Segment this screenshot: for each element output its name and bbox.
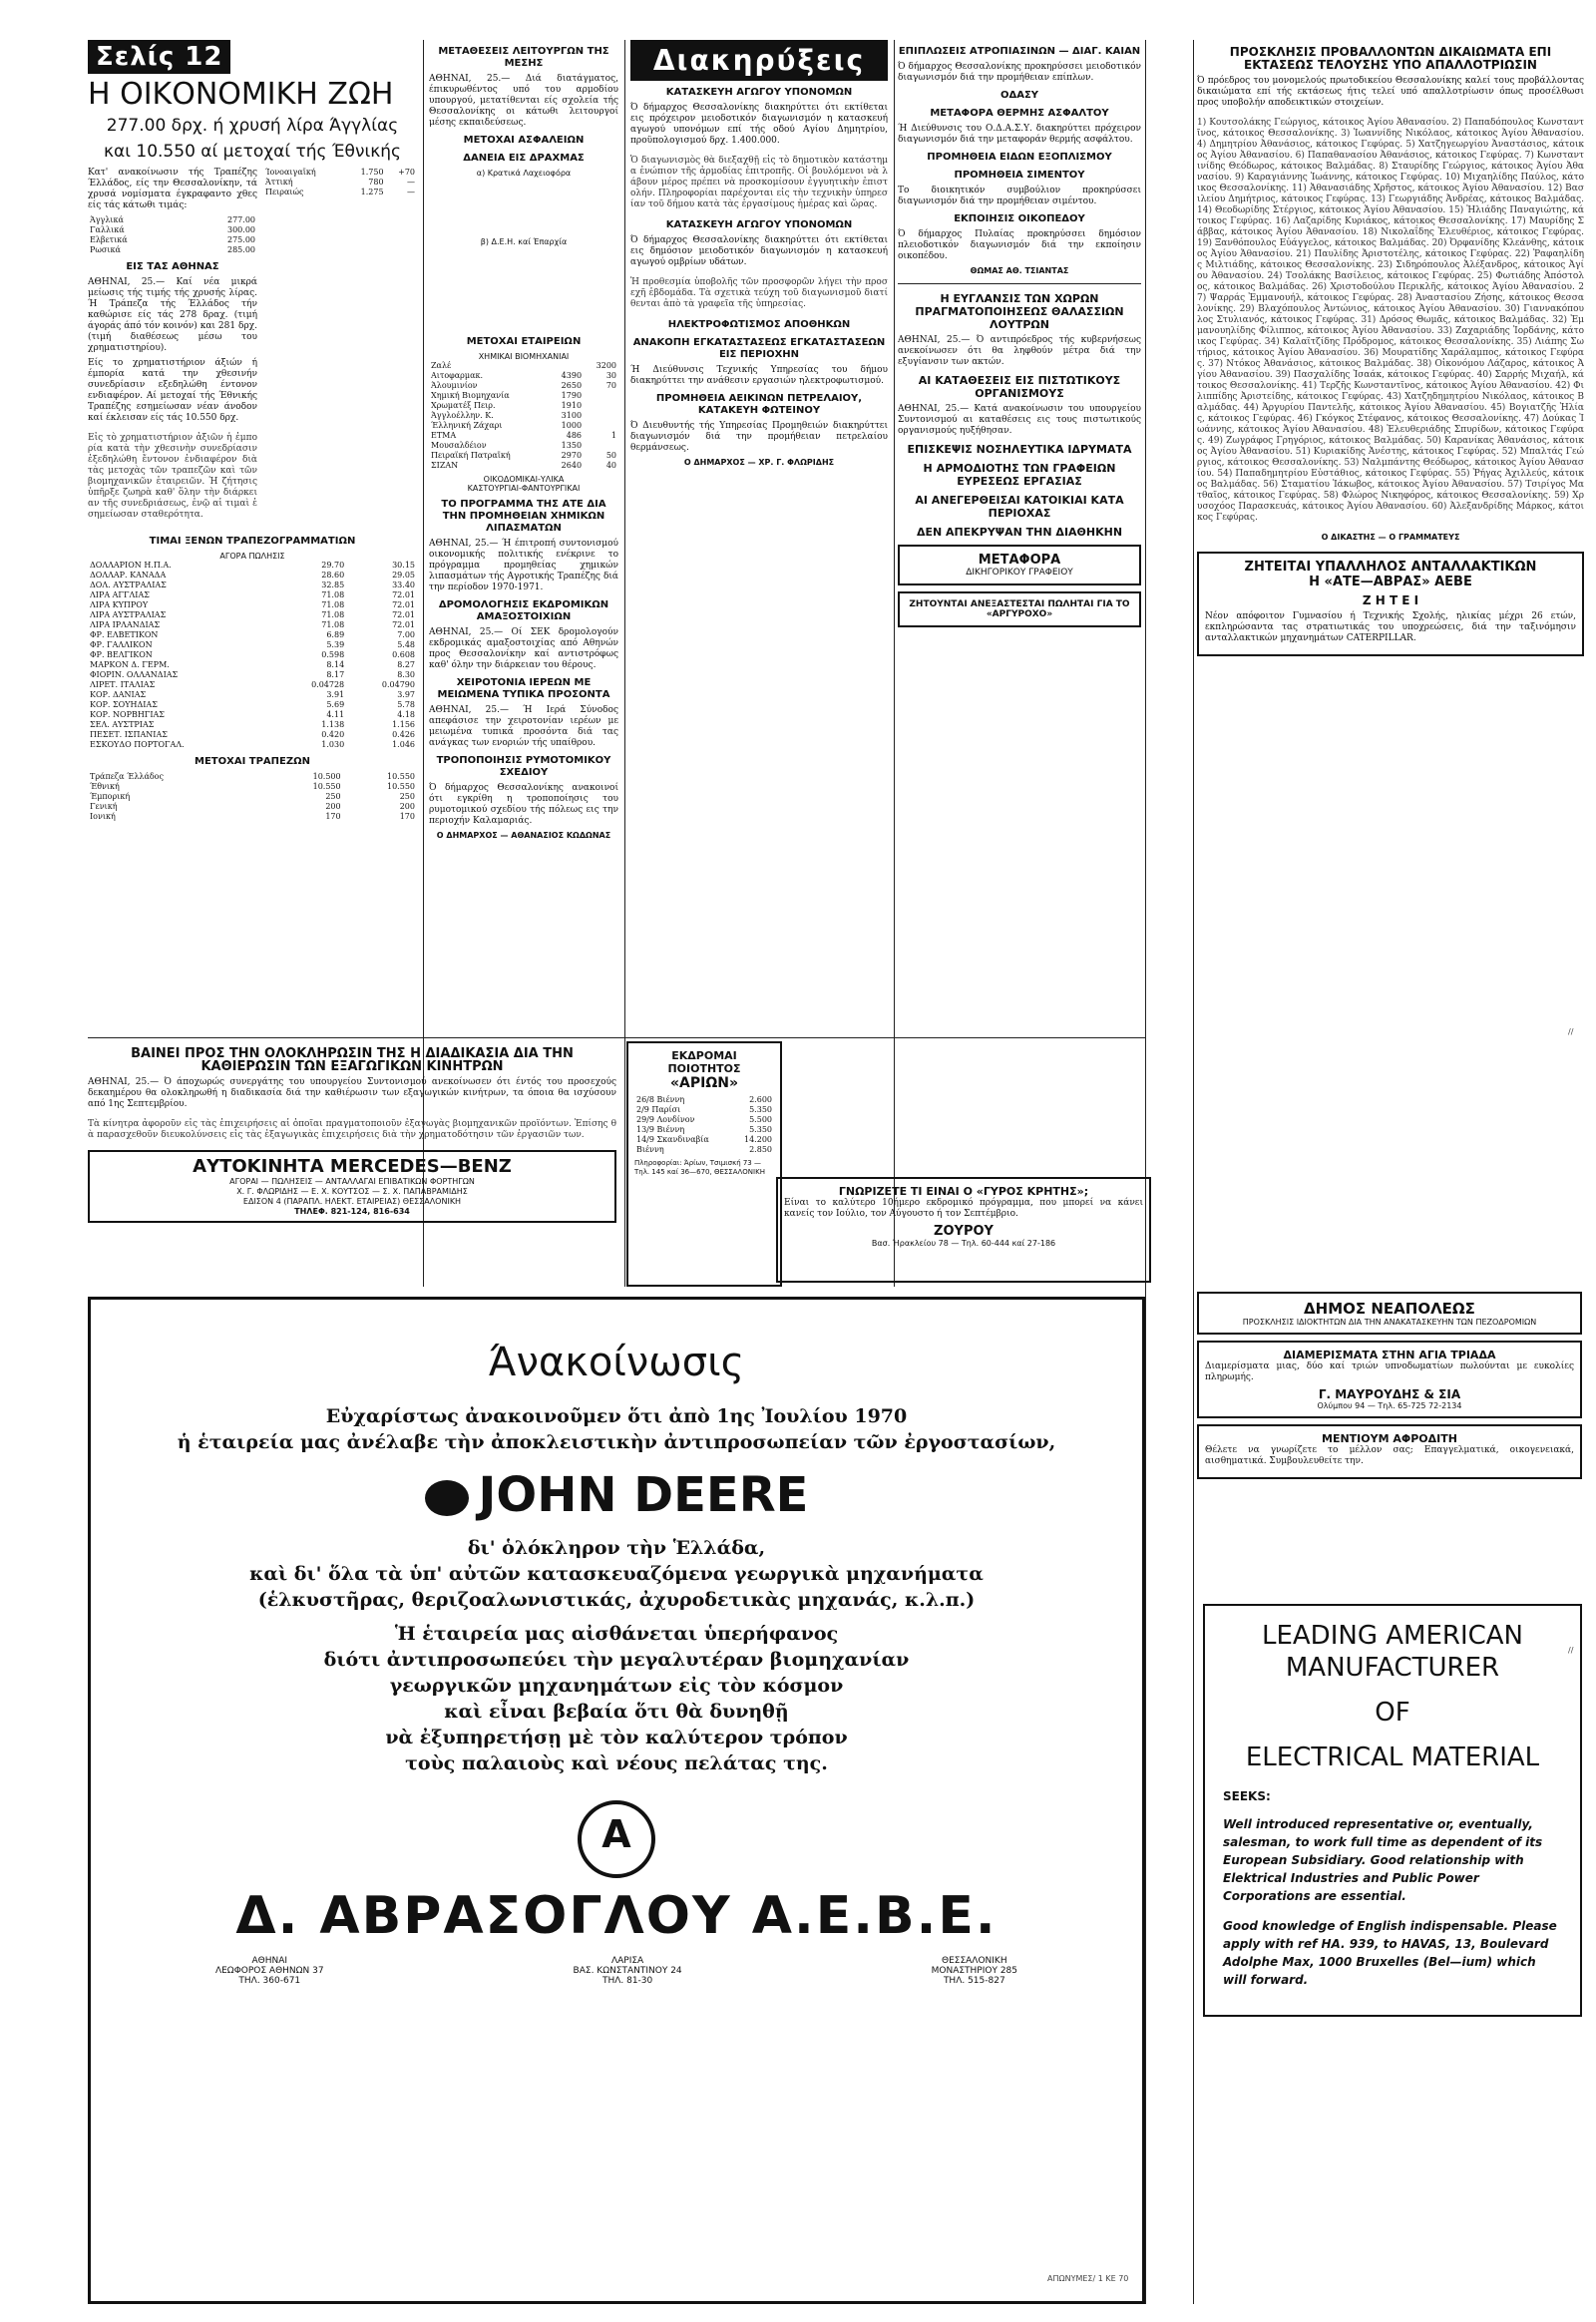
bank-row-cell: 10.500 <box>312 772 341 781</box>
currency-row-cell: 5.69 <box>326 700 345 709</box>
article-heading: Η ΕΥΓΛΑΝΣΙΣ ΤΩΝ ΧΩΡΩΝ ΠΡΑΓΜΑΤΟΠΟΙΗΣΕΩΣ ΘΑΛΑΣΣΙΩΝ ΛΟΥΤΡΩΝ <box>915 292 1124 331</box>
currency-row-cell: 8.17 <box>326 670 345 679</box>
currency-row <box>88 610 417 620</box>
bank-row <box>88 772 417 782</box>
notice-heading: ΠΡΟΣΚΛΗΣΙΣ ΠΡΟΒΑΛΛΟΝΤΩΝ ΔΙΚΑΙΩΜΑΤΑ ΕΠΙ ΕΚΤΑΣΕΩΣ ΤΕΛΟΥΣΗΣ ΥΠΟ ΑΠΑΛΛΟΤΡΙΩΣΙΝ <box>1229 45 1552 72</box>
tour-row-cell: 2/9 Παρίσι <box>636 1105 681 1114</box>
stock-row-cell <box>584 401 618 411</box>
stock-row-cell: 1910 <box>561 401 583 410</box>
bank-row-cell: 250 <box>399 792 415 801</box>
article-heading: ΚΑΤΑΣΚΕΥΗ ΑΓΩΓΟΥ ΥΠΟΝΟΜΩΝ <box>665 87 853 98</box>
article-heading: ΒΑΙΝΕΙ ΠΡΟΣ ΤΗΝ ΟΛΟΚΛΗΡΩΣΙΝ ΤΗΣ Η ΔΙΑΔΙΚΑΣΙΑ ΔΙΑ ΤΗΝ ΚΑΘΙΕΡΩΣΙΝ ΤΩΝ ΕΞΑΓΩΓΙΚΩΝ ΚΙΝΗΤΡΩΝ <box>131 1046 574 1074</box>
edge-mark: // <box>1568 1646 1574 1655</box>
currency-row <box>88 720 417 730</box>
currency-row-cell: 5.39 <box>326 640 345 649</box>
column-divider <box>624 40 625 1287</box>
currency-row-cell: ΛΙΡΑ ΙΡΛΑΝΔΙΑΣ <box>90 620 161 629</box>
currency-row-cell: ΔΟΛΛΑΡ. ΚΑΝΑΔΑ <box>90 571 167 580</box>
tour-row <box>634 1115 774 1125</box>
stock-row <box>429 431 618 441</box>
tour-row <box>634 1125 774 1135</box>
column-court-notice <box>1197 40 1584 1287</box>
misc-stock-table: Ίονοαιγαϊκή 1.750 +70 Άττική 780 — Πειραιώς 1.275 — <box>265 168 415 196</box>
bank-row-cell: 10.550 <box>312 782 341 791</box>
stock-row-cell: 70 <box>605 381 616 390</box>
article-heading: ΕΚΠΟΙΗΣΙΣ ΟΙΚΟΠΕΔΟΥ <box>954 213 1085 224</box>
article-heading: ΕΠΙΣΚΕΨΙΣ ΝΟΣΗΛΕΥΤΙΚΑ ΙΔΡΥΜΑΤΑ <box>907 443 1132 456</box>
deer-icon <box>425 1480 469 1516</box>
stock-row-cell: 3200 <box>596 361 616 370</box>
stock-row-cell <box>584 411 618 421</box>
currency-row <box>88 710 417 720</box>
article-heading: ΑΙ ΚΑΤΑΘΕΣΕΙΣ ΕΙΣ ΠΙΣΤΩΤΙΚΟΥΣ ΟΡΓΑΝΙΣΜΟΥΣ <box>918 374 1121 400</box>
market-text: Είς το χρηματιστήριον άξιών ή έμπορία κατά την χθεσινήν συνεδρίασιν εξεδηλώθη έντονον ενδιαφέρον. Αί μετοχαί τής Έθνικής Τραπέζης εσημείωσαν νέαν άνοδον καί έκλεισαν είς τάς 10.550 δρχ. <box>88 358 257 423</box>
currency-row-cell: 30.15 <box>392 561 415 570</box>
currency-row <box>88 700 417 710</box>
currency-row <box>88 660 417 670</box>
currency-row-cell: 1.138 <box>321 720 345 729</box>
loans-sub: α) Κρατικά Λαχειοφόρα <box>476 169 572 178</box>
building-heading: ΟΙΚΟΔΟΜΙΚΑΙ-ΥΛΙΚΑ <box>483 475 565 484</box>
tour-row <box>634 1105 774 1115</box>
currency-row-cell: ΦΡ. ΓΑΛΛΙΚΟΝ <box>90 640 153 649</box>
currency-row-cell: 8.30 <box>397 670 415 679</box>
loans-heading: ΔΑΝΕΙΑ ΕΙΣ ΔΡΑΧΜΑΣ <box>463 153 585 164</box>
body-text: Εἰς τὸ χρηματιστήριον ἀξιῶν ἡ ἐμπορία κατὰ τὴν χθεσινὴν συνεδρίασιν ἐξεδηλώθη ἔντονον ἐνδιαφέρον διὰ τὰς μετοχὰς τῶν τραπεζῶν καὶ τῶν βιομηχανικῶν ἑταιρειῶν. Ἡ ζήτησις ὑπῆρξε ζωηρὰ καθ' ὅλην τὴν διάρκειαν τῆς συνεδριάσεως, ἐνῷ αἱ τιμαὶ ἐσημείωσαν σταθερότητα. <box>88 433 257 520</box>
currency-row-cell: 1.156 <box>392 720 415 729</box>
body-text: Ἡ προθεσμία ὑποβολῆς τῶν προσφορῶν λήγει τὴν προσεχῆ ἑβδομάδα. Τὰ σχετικὰ τεύχη τοῦ διαγωνισμοῦ διατίθενται ἀπὸ τὰ γραφεῖα τῆς ὑπηρεσίας. <box>630 277 888 309</box>
currency-row <box>88 620 417 630</box>
stock-row-cell: 1 <box>610 431 616 440</box>
currency-row-cell: 8.27 <box>397 660 415 669</box>
chemical-heading: ΧΗΜΙΚΑΙ ΒΙΟΜΗΧΑΝΙΑΙ <box>478 352 570 361</box>
leading-manufacturer-ad: LEADING AMERICAN MANUFACTURER OF ELECTRICAL MATERIAL SEEKS: Well introduced representative or, eventually, salesman, to work full time as dependent of its European Subsidiary. Good relationship with Elektrical Industries and Public Power Corporations are essential. Good knowledge of English indispensable. Please apply with ref HA. 939, to HAVAS, 13, Boulevard Adolphe Max, 1000 Bruxelles (Bel—ium) which will forward. <box>1203 1604 1582 2017</box>
table-row: Ελβετικά 275.00 <box>90 235 255 244</box>
bank-row-cell: 200 <box>325 802 341 811</box>
bank-heading: ΜΕΤΟΧΑΙ ΤΡΑΠΕΖΩΝ <box>195 756 310 767</box>
subheadline-shares: και 10.550 αί μετοχαί τής Έθνικής <box>104 142 401 162</box>
tour-table <box>634 1095 774 1155</box>
currency-row <box>88 740 417 750</box>
currency-row-cell: ΛΙΡΑ ΚΥΠΡΟΥ <box>90 600 149 609</box>
article-text: ΑΘΗΝΑΙ, 25.— Ό αντιπρόεδρος τής κυβερνήσεως ανεκοίνωσεν ότι θα ληφθούν μέτρα διά την εξυγίανσιν των ακτών. <box>898 335 1141 367</box>
address-larisa: ΛΑΡΙΣΑ ΒΑΣ. ΚΩΝΣΤΑΝΤΙΝΟΥ 24 ΤΗΛ. 81-30 <box>573 1956 682 1986</box>
currency-row-cell: ΕΣΚΟΥΔΟ ΠΟΡΤΟΓΑΛ. <box>90 740 185 749</box>
currency-row <box>88 571 417 580</box>
tour-row-cell: 5.350 <box>749 1125 772 1134</box>
body-text: Ὁ διαγωνισμὸς θὰ διεξαχθῇ εἰς τὸ δημοτικὸν κατάστημα ἐνώπιον τῆς ἁρμοδίας ἐπιτροπῆς. Οἱ βουλόμενοι νὰ λάβουν μέρος πρέπει νὰ προσκομίσουν ἐγγυητικὴν ἐπιστολήν. Πληροφορίαι παρέχονται εἰς τὴν τεχνικὴν ὑπηρεσίαν τοῦ δήμου κατὰ τὰς ἐργασίμους ἡμέρας καὶ ὥρας. <box>630 156 888 209</box>
stock-row-cell: 1000 <box>561 421 583 430</box>
table-row: Άγγλικά 277.00 <box>90 215 255 224</box>
currency-row-cell: 32.85 <box>321 580 345 589</box>
tour-row-cell: 26/8 Βιέννη <box>636 1095 685 1104</box>
bank-row-cell: Έμπορική <box>90 792 131 801</box>
stock-row-cell: 50 <box>605 451 616 460</box>
foreign-heading: ΤΙΜΑΙ ΞΕΝΩΝ ΤΡΑΠΕΖΟΓΡΑΜΜΑΤΙΩΝ <box>149 536 356 547</box>
bank-row <box>88 782 417 792</box>
article-text: Ό δήμαρχος Θεσσαλονίκης προκηρύσσει μειοδοτικόν διαγωνισμόν διά την προμήθειαν επίπλων. <box>898 62 1141 83</box>
currency-row-cell: ΜΑΡΚΟΝ Δ. ΓΕΡΜ. <box>90 660 170 669</box>
athens-heading: ΕΙΣ ΤΑΣ ΑΘΗΝΑΣ <box>126 261 219 272</box>
stock-row-cell: 3100 <box>561 411 583 420</box>
job-ad-ate: ΖΗΤΕΙΤΑΙ ΥΠΑΛΛΗΛΟΣ ΑΝΤΑΛΛΑΚΤΙΚΩΝ Η «ΑΤΕ—ΑΒΡΑΣ» ΑΕΒΕ Ζ Η Τ Ε Ι Νέον απόφοιτον Γυμνασίου ή Τεχνικής Σχολής, ηλικίας μέχρι 26 ετών, εκπληρώσαντα τας στρατιωτικάς του υποχρεώσεις, διά την ταξινόμησιν ανταλλακτικών μηχανημάτων CATERPILLAR. <box>1197 552 1584 656</box>
body-text: Τὰ κίνητρα ἀφοροῦν εἰς τὰς ἐπιχειρήσεις αἱ ὁποῖαι πραγματοποιοῦν ἐξαγωγὰς βιομηχανικῶν προϊόντων. Ἐπίσης θὰ παρασχεθοῦν διευκολύνσεις εἰς τὰς ἐξαγωγικὰς ἐπιχειρήσεις διὰ τὴν χρηματοδότησιν τῶν ἐργασιῶν των. <box>88 1119 616 1140</box>
article-heading: ΟΔΑΣΥ <box>999 90 1039 101</box>
currency-row <box>88 670 417 680</box>
stock-row-cell: 30 <box>605 371 616 380</box>
currency-row <box>88 680 417 690</box>
bank-row-cell: 170 <box>325 812 341 821</box>
article-heading: ΚΑΤΑΣΚΕΥΗ ΑΓΩΓΟΥ ΥΠΟΝΟΜΩΝ <box>665 219 853 230</box>
stock-row-cell: 2970 <box>561 451 583 460</box>
companies-heading: ΜΕΤΟΧΑΙ ΕΤΑΙΡΕΙΩΝ <box>466 336 582 347</box>
company-addresses <box>91 1956 1142 1986</box>
stock-row-cell: 40 <box>605 461 616 470</box>
currency-row-cell: 71.08 <box>321 590 345 599</box>
currency-row <box>88 590 417 600</box>
column-divider <box>1193 40 1194 2304</box>
avrasoglou-logo-icon <box>578 1800 655 1878</box>
article-text: ΑΘΗΝΑΙ, 25.— Ό άποχωρώς συνεργάτης του υπουργείου Συντονισμού ανεκοίνωσεν ότι έντός του προσεχούς δεκαημέρου θα ολοκληρωθή η διαδικασία διά την καθιέρωσιν των εξαγωγικών κινήτρων, τα όποια θα ισχύσουν από 1ης Σεπτεμβρίου. <box>88 1077 616 1109</box>
tour-row <box>634 1095 774 1105</box>
article-text: ΑΘΗΝΑΙ, 25.— Κατά ανακοίνωσιν του υπουργείου Συντονισμού αι καταθέσεις εις τους πιστωτικούς οργανισμούς ηυξήθησαν. <box>898 404 1141 436</box>
stock-row-cell: 486 <box>566 431 583 440</box>
currency-row-cell: 4.11 <box>326 710 345 719</box>
medium-ad: ΜΕΝΤΙΟΥΜ ΑΦΡΟΔΙΤΗ Θέλετε να γνωρίζετε το μέλλον σας; Επαγγελματικά, οικογενειακά, αισθηματικά. Συμβουλευθείτε την. <box>1197 1424 1582 1479</box>
signoff: Ο ΔΗΜΑΡΧΟΣ — ΧΡ. Γ. ΦΛΩΡΙΔΗΣ <box>683 458 835 467</box>
article-heading: ΔΕΝ ΑΠΕΚΡΥΨΑΝ ΤΗΝ ΔΙΑΘΗΚΗΝ <box>916 526 1123 539</box>
page-headline: Η ΟΙΚΟΝΟΜΙΚΗ ΖΩΗ <box>88 77 394 112</box>
currency-row-cell: 29.05 <box>392 571 415 580</box>
column-divider <box>894 40 895 1287</box>
address-athens: ΑΘΗΝΑΙ ΛΕΩΦΟΡΟΣ ΑΘΗΝΩΝ 37 ΤΗΛ. 360-671 <box>214 1956 324 1986</box>
stock-row-cell: Άγγλοέλλην. Κ. <box>431 411 494 420</box>
currency-row-cell: 0.04790 <box>381 680 415 689</box>
currency-row-cell: ΔΟΛ. ΑΥΣΤΡΑΛΙΑΣ <box>90 580 167 589</box>
signoff: Ο ΔΙΚΑΣΤΗΣ — Ο ΓΡΑΜΜΑΤΕΥΣ <box>1321 533 1460 542</box>
stock-row-cell: Χρωματέξ Πειρ. <box>431 401 496 410</box>
column-small-ads <box>1197 1292 1582 1561</box>
bank-row <box>88 802 417 812</box>
stock-row-cell <box>549 361 584 371</box>
stock-row-cell <box>584 391 618 401</box>
currency-row <box>88 640 417 650</box>
article-text: Ή Διεύθυνσις του Ο.Δ.Α.Σ.Υ. διακηρύττει πρόχειρον διαγωνισμόν διά την μεταφοράν θερμής ασφάλτου. <box>898 124 1141 145</box>
currency-row-cell: ΣΕΛ. ΑΥΣΤΡΙΑΣ <box>90 720 155 729</box>
article-heading: ΕΠΙΠΛΩΣΕΙΣ ΑΤΡΟΠΙΑΣΙΝΩΝ — ΔΙΑΓ. ΚΑΙΑΝ <box>898 46 1141 57</box>
stock-row-cell: Πειραϊκή Πατραϊκή <box>431 451 511 460</box>
currency-row-cell: 0.598 <box>321 650 345 659</box>
column-tenders <box>898 40 1141 1287</box>
bank-row-cell: 170 <box>399 812 415 821</box>
currency-row-cell: 8.14 <box>326 660 345 669</box>
currency-row-cell: 72.01 <box>392 610 415 619</box>
bank-row-cell: Έθνική <box>90 782 120 791</box>
currency-row <box>88 730 417 740</box>
article-heading: ΜΕΤΑΦΟΡΑ ΘΕΡΜΗΣ ΑΣΦΑΛΤΟΥ <box>930 108 1109 119</box>
article-text: Ό δήμαρχος Πυλαίας προκηρύσσει δημόσιον πλειοδοτικόν διαγωνισμόν διά την εκποίησιν οικοπέδου. <box>898 229 1141 261</box>
gold-coin-table <box>88 215 257 255</box>
article-heading: ΗΛΕΚΤΡΟΦΩΤΙΣΜΟΣ ΑΠΟΘΗΚΩΝ <box>667 319 851 330</box>
stock-row-cell: Έλληνική Ζάχαρι <box>431 421 503 430</box>
bank-row-cell: 10.550 <box>387 772 415 781</box>
bank-row <box>88 792 417 802</box>
stock-row <box>429 451 618 461</box>
article-heading: ΠΡΟΜΗΘΕΙΑ ΑΕΙΚΙΝΩΝ ΠΕΤΡΕΛΑΙΟΥ, ΚΑΤΑΚΕΥΗ ΦΩΤΕΙΝΟΥ <box>655 393 863 416</box>
stock-row <box>429 411 618 421</box>
article-heading: ΤΟ ΠΡΟΓΡΑΜΜΑ ΤΗΣ ΑΤΕ ΔΙΑ ΤΗΝ ΠΡΟΜΗΘΕΙΑΝ ΧΗΜΙΚΩΝ ΛΙΠΑΣΜΑΤΩΝ <box>441 499 606 534</box>
table-row: Ρωσικά 285.00 <box>90 245 255 254</box>
bank-row-cell: Γενική <box>90 802 118 811</box>
currency-row <box>88 600 417 610</box>
tour-row-cell: 14.200 <box>744 1135 772 1144</box>
address-thessaloniki: ΘΕΣΣΑΛΟΝΙΚΗ ΜΟΝΑΣΤΗΡΙΟΥ 285 ΤΗΛ. 515-827 <box>931 1956 1018 1986</box>
neapolis-notice: ΔΗΜΟΣ ΝΕΑΠΟΛΕΩΣ ΠΡΟΣΚΛΗΣΙΣ ΙΔΙΟΚΤΗΤΩΝ ΔΙΑ ΤΗΝ ΑΝΑΚΑΤΑΣΚΕΥΗΝ ΤΩΝ ΠΕΖΟΔΡΟΜΙΩΝ <box>1197 1292 1582 1335</box>
currency-row-cell: 0.426 <box>392 730 415 739</box>
castings-heading: ΚΑΣΤΟΥΡΓΙΑΙ-ΦΑΝΤΟΥΡΓΙΚΑΙ <box>467 484 581 493</box>
article-text: Ό δήμαρχος Θεσσαλονίκης διακηρύττει ότι εκτίθεται εις δημόσιον μειοδοτικόν διαγωνισμόν η κατασκευή αγωγού ομβρίων υδάτων. <box>630 235 888 267</box>
mercedes-ad: ΑΥΤΟΚΙΝΗΤΑ MERCEDES—BENZ ΑΓΟΡΑΙ — ΠΩΛΗΣΕΙΣ — ΑΝΤΑΛΛΑΓΑΙ ΕΠΙΒΑΤΙΚΩΝ ΦΟΡΤΗΓΩΝ Χ. Γ. ΦΛΩΡΙΔΗΣ — Ε. Χ. ΚΟΥΤΣΟΣ — Σ. Χ. ΠΑΠΑΒΡΑΜΙΔΗΣ ΕΔΙΣΟΝ 4 (ΠΑΡΑΠΛ. ΗΛΕΚΤ. ΕΤΑΙΡΕΙΑΣ) ΘΕΣΣΑΛΟΝΙΚΗ ΤΗΛΕΦ. 821-124, 816-634 <box>88 1150 616 1223</box>
currency-row-cell: 72.01 <box>392 590 415 599</box>
currency-row <box>88 650 417 660</box>
article-heading: ΑΝΑΚΟΠΗ ΕΓΚΑΤΑΣΤΑΣΕΩΣ ΕΓΚΑΤΑΣΤΑΣΕΩΝ ΕΙΣ ΠΕΡΙΟΧΗΝ <box>632 337 886 360</box>
bank-row-cell: 200 <box>399 802 415 811</box>
stock-row <box>429 461 618 471</box>
announcements-banner: Διακηρύξεις <box>630 40 888 81</box>
stock-table <box>429 361 618 471</box>
article-heading: ΠΡΟΜΗΘΕΙΑ ΣΙΜΕΝΤΟΥ <box>954 170 1085 181</box>
stock-row-cell: ΣΙΖΑΝ <box>431 461 459 470</box>
currency-row-cell: 3.91 <box>326 690 345 699</box>
currency-row-cell: 6.89 <box>326 630 345 639</box>
section-label: Σελίς 12 <box>88 40 230 74</box>
tour-row <box>634 1145 774 1155</box>
signoff: Ο ΔΗΜΑΡΧΟΣ — ΑΘΑΝΑΣΙΟΣ ΚΩΔΩΝΑΣ <box>436 831 611 840</box>
arion-travel-ad: ΕΚΔΡΟΜΑΙ ΠΟΙΟΤΗΤΟΣ «ΑΡΙΩΝ» 26/8 Βιέννη 2.600 2/9 Παρίσι 5.350 29/9 Λονδίνον 5.500 13/9 Βιέννη 5.350 14/9 Σκανδιναβία 14.200 Βιέννη 2.850 Πληροφορίαι: Άρίων, Τσιμισκή 73 — Τηλ. 145 καί 36—670, ΘΕΣΣΑΛΟΝΙΚΗ <box>626 1041 782 1287</box>
currency-row-cell: ΚΟΡ. ΣΟΥΗΔΙΑΣ <box>90 700 158 709</box>
column-announcements <box>630 40 888 1037</box>
article-heading: ΜΕΤΑΘΕΣΕΙΣ ΛΕΙΤΟΥΡΓΩΝ ΤΗΣ ΜΕΣΗΣ <box>438 46 609 69</box>
article-heading: ΤΡΟΠΟΠΟΙΗΣΙΣ ΡΥΜΟΤΟΜΙΚΟΥ ΣΧΕΔΙΟΥ <box>436 755 611 778</box>
article-text: ΑΘΗΝΑΙ, 25.— Οί ΣΕΚ δρομολογούν εκδρομικάς αμαξοστοιχίας από Αθηνών προς Θεσσαλονίκην καί αντιστρόφως καθ' όλην την διάρκειαν του θέρους. <box>429 627 618 670</box>
currency-row-cell: 4.18 <box>397 710 415 719</box>
tour-row-cell: 29/9 Λονδίνον <box>636 1115 695 1124</box>
currency-row <box>88 580 417 590</box>
tour-row-cell: 2.850 <box>749 1145 772 1154</box>
stock-row-cell: Ζαλέ <box>431 361 452 370</box>
bank-row-cell: Τράπεζα Έλλάδος <box>90 772 164 781</box>
currency-row-cell: ΔΟΛΛΑΡΙΟΝ Η.Π.Α. <box>90 561 172 570</box>
stock-row-cell: Μουσαλδέιον <box>431 441 487 450</box>
article-text: Ό δήμαρχος Θεσσαλονίκης διακηρύττει ότι εκτίθεται εις πρόχειρον μειοδοτικόν διαγωνισμόν η κατασκευή αγωγού υπονόμων επί τής οδού Αγίου Δημητρίου, προϋπολογισμού δρχ. 1.400.000. <box>630 103 888 146</box>
currency-row-cell: 3.97 <box>397 690 415 699</box>
column-divider <box>1145 40 1146 2304</box>
company-name: Δ. ΑΒΡΑΣΟΓΛΟΥ Α.Ε.Β.Ε. <box>235 1886 998 1946</box>
stock-row <box>429 371 618 381</box>
john-deere-ad: Άνακοίνωσις Εὐχαρίστως ἀνακοινοῦμεν ὅτι ἀπὸ 1ης Ἰουλίου 1970 ἡ ἑταιρεία μας ἀνέλαβε τὴν ἀποκλειστικὴν ἀντιπροσωπείαν τῶν ἐργοστασίων, JOHN DEERE δι' ὁλόκληρον τὴν Ἑλλάδα, καὶ δι' ὅλα τὰ ὑπ' αὐτῶν κατασκευαζόμενα γεωργικὰ μηχανήματα (ἑλκυστῆρας, θεριζοαλωνιστικάς, ἀχυροδετικὰς μηχανάς, κ.λ.π.) Ἡ ἑταιρεία μας αἰσθάνεται ὑπερήφανος διότι ἀντιπροσωπεύει τὴν μεγαλυτέραν βιομηχανίαν γεωργικῶν μηχανημάτων εἰς τὸν κόσμον καὶ εἶναι βεβαία ὅτι θὰ δυνηθῇ νὰ ἐξυπηρετήσῃ μὲ τὸν καλύτερον τρόπον τοὺς παλαιοὺς καὶ νέους πελάτας της. A Δ. ΑΒΡΑΣΟΓΛΟΥ Α.Ε.Β.Ε. ΑΘΗΝΑΙ ΛΕΩΦΟΡΟΣ ΑΘΗΝΩΝ 37 ΤΗΛ. 360-671 ΛΑΡΙΣΑ ΒΑΣ. ΚΩΝΣΤΑΝΤΙΝΟΥ 24 ΤΗΛ. 81-30 ΘΕΣΣΑΛΟΝΙΚΗ ΜΟΝΑΣΤΗΡΙΟΥ 285 ΤΗΛ. 515-827 <box>88 1297 1145 2304</box>
section-divider <box>88 1037 1145 1038</box>
article-text: ΑΘΗΝΑΙ, 25.— Διά διατάγματος, έπικυρωθέντος υπό του αρμοδίου υπουργού, μετατίθενται είς σχολεία τής Θεσσαλονίκης οι κάτωθι λειτουργοί μέσης εκπαιδεύσεως. <box>429 74 618 128</box>
stock-row-cell: 2650 <box>561 381 583 390</box>
currency-row-cell: 72.01 <box>392 600 415 609</box>
insurance-heading: ΜΕΤΟΧΑΙ ΑΣΦΑΛΕΙΩΝ <box>463 135 585 146</box>
stock-row <box>429 421 618 431</box>
bank-row-cell: Ιονική <box>90 812 116 821</box>
currency-row <box>88 561 417 571</box>
currency-row-cell: ΠΕΣΕΤ. ΙΣΠΑΝΙΑΣ <box>90 730 168 739</box>
article-text: Ό Διευθυντής τής Υπηρεσίας Προμηθειών διακηρύττει διαγωνισμόν διά την προμήθειαν πετρελαίου θερμάνσεως. <box>630 421 888 453</box>
intro-text: Κατ' ανακοίνωσιν τής Τραπέζης Έλλάδος, είς την Θεσσαλονίκην, τά χρυσά νομίσματα έγκραφαντο χθες είς τάς κάτωθι τιμάς: <box>88 168 257 210</box>
currency-row-cell: ΦΡ. ΒΕΛΓΙΚΟΝ <box>90 650 153 659</box>
edge-mark: // <box>1568 1027 1574 1036</box>
stock-row <box>429 381 618 391</box>
currency-row-cell: 29.70 <box>321 561 345 570</box>
notice-list: 1) Κουτσολάκης Γεώργιος, κάτοικος Ἀγίου Ἀθανασίου. 2) Παπαδόπουλος Κωνσταντῖνος, κάτοικος Θεσσαλονίκης. 3) Ἰωαννίδης Νικόλαος, κάτοικος Ἀγίου Ἀθανασίου. 4) Δημητρίου Ἀθανάσιος, κάτοικος Γεφύρας. 5) Χατζηγεωργίου Ἀναστάσιος, κάτοικος Ἀγίου Ἀθανασίου. 6) Παπαθανασίου Ἀθανάσιος, κάτοικος Γεφύρας. 7) Κωνσταντινίδης Θεόδωρος, κάτοικος Βαλμάδας. 8) Σταυρίδης Γεώργιος, κάτοικος Ἀγίου Ἀθανασίου. 9) Καραγιάννης Ἰωάννης, κάτοικος Γεφύρας. 10) Μιχαηλίδης Παύλος, κάτοικος Θεσσαλονίκης. 11) Ἀθανασιάδης Χρῆστος, κάτοικος Ἀγίου Ἀθανασίου. 12) Βασιλείου Δημήτριος, κάτοικος Γεφύρας. 13) Γεωργιάδης Ἀνδρέας, κάτοικος Βαλμάδας. 14) Θεοδωρίδης Στέργιος, κάτοικος Ἀγίου Ἀθανασίου. 15) Ἠλιάδης Παναγιώτης, κάτοικος Γεφύρας. 16) Λαζαρίδης Κυριάκος, κάτοικος Θεσσαλονίκης. 17) Μαυρίδης Σάββας, κάτοικος Ἀγίου Ἀθανασίου. 18) Νικολαΐδης Ἐλευθέριος, κάτοικος Γεφύρας. 19) Ξανθόπουλος Εὐάγγελος, κάτοικος Βαλμάδας. 20) Ὀρφανίδης Κλεάνθης, κάτοικος Ἀγίου Ἀθανασίου. 21) Παυλίδης Ἀριστοτέλης, κάτοικος Γεφύρας. 22) Ῥαφαηλίδης Μιλτιάδης, κάτοικος Θεσσαλονίκης. 23) Σιδηρόπουλος Ἀλέξανδρος, κάτοικος Ἀγίου Ἀθανασίου. 24) Τσολάκης Βασίλειος, κάτοικος Γεφύρας. 25) Φωτιάδης Ἀπόστολος, κάτοικος Βαλμάδας. 26) Χριστοδούλου Περικλῆς, κάτοικος Ἀγίου Ἀθανασίου. 27) Ψαρράς Ἐμμανουήλ, κάτοικος Γεφύρας. 28) Ἀναστασίου Ζήσης, κάτοικος Θεσσαλονίκης. 29) Βλαχόπουλος Ἀντώνιος, κάτοικος Ἀγίου Ἀθανασίου. 30) Γιαννακόπουλος Στυλιανός, κάτοικος Γεφύρας. 31) Δρόσος Θωμᾶς, κάτοικος Βαλμάδας. 32) Ἐμμανουηλίδης Φίλιππος, κάτοικος Ἀγίου Ἀθανασίου. 33) Ζαχαριάδης Ἰορδάνης, κάτοικος Γεφύρας. 34) Καλαϊτζίδης Πρόδρομος, κάτοικος Θεσσαλονίκης. 35) Λιάπης Σωτήριος, κάτοικος Ἀγίου Ἀθανασίου. 36) Μουρατίδης Χαράλαμπος, κάτοικος Γεφύρας. 37) Ντόκος Ἀθανάσιος, κάτοικος Βαλμάδας. 38) Οἰκονόμου Λάζαρος, κάτοικος Ἀγίου Ἀθανασίου. 39) Πασχαλίδης Ἰσαάκ, κάτοικος Γεφύρας. 40) Σαρρής Μιχαήλ, κάτοικος Θεσσαλονίκης. 41) Τερζῆς Κωνσταντῖνος, κάτοικος Ἀγίου Ἀθανασίου. 42) Φιλιππίδης Ἀριστείδης, κάτοικος Γεφύρας. 43) Χατζηδημητρίου Νικόλαος, κάτοικος Βαλμάδας. 44) Ἀργυρίου Παντελῆς, κάτοικος Ἀγίου Ἀθανασίου. 45) Βογιατζῆς Ἡλίας, κάτοικος Γεφύρας. 46) Γκόγκος Στέφανος, κάτοικος Θεσσαλονίκης. 47) Δούκας Ἰωάννης, κάτοικος Ἀγίου Ἀθανασίου. 48) Ἐλευθεριάδης Σπυρίδων, κάτοικος Γεφύρας. 49) Ζωγράφος Γρηγόριος, κάτοικος Βαλμάδας. 50) Καρανίκας Ἀθανάσιος, κάτοικος Ἀγίου Ἀθανασίου. 51) Κυριακίδης Ἀνέστης, κάτοικος Γεφύρας. 52) Μπαλτάς Γεώργιος, κάτοικος Θεσσαλονίκης. 53) Ναλμπάντης Θεόδωρος, κάτοικος Ἀγίου Ἀθανασίου. 54) Παπαδημητρίου Εὐστάθιος, κάτοικος Γεφύρας. 55) Ῥήγας Ἀχιλλεύς, κάτοικος Βαλμάδας. 56) Σταματίου Ἰάκωβος, κάτοικος Ἀγίου Ἀθανασίου. 57) Τσιρίγος Ματθαῖος, κάτοικος Γεφύρας. 58) Φλώρος Νικηφόρος, κάτοικος Θεσσαλονίκης. 59) Χρυσοχόος Παρασκευάς, κάτοικος Ἀγίου Ἀθανασίου. 60) Ἀλεξανδρίδης Μάρκος, κάτοικος Γεφύρας. <box>1197 118 1584 523</box>
currency-row-cell: 28.60 <box>321 571 345 580</box>
stock-row-cell: Αιτοφαρμακ. <box>431 371 484 380</box>
currency-row-cell: 33.40 <box>392 580 415 589</box>
currency-row-cell: 71.08 <box>321 610 345 619</box>
article-text: Το διοικητικόν συμβούλιον προκηρύσσει διαγωνισμόν διά την προμήθειαν σιμέντου. <box>898 186 1141 206</box>
bank-row-cell: 10.550 <box>387 782 415 791</box>
tour-row-cell: Βιέννη <box>636 1145 664 1154</box>
stock-row-cell <box>584 421 618 431</box>
ad-title: Άνακοίνωσις <box>488 1340 745 1385</box>
athens-text: ΑΘΗΝΑΙ, 25.— Καί νέα μικρά μείωσις τής τιμής τής χρυσής λίρας. Ή Τράπεζα τής Έλλάδος τήν καθώρισε είς τάς 278 δραχ. (τιμή άγοράς άπό τόν κοινόν) και 281 δρχ. (τιμή διαθέσεως μέσω του χρηματιστηρίου). <box>88 277 257 353</box>
tour-row-cell: 14/9 Σκανδιναβία <box>636 1135 709 1144</box>
bank-row-cell: 250 <box>325 792 341 801</box>
notice-text: Ό πρόεδρος του μονομελούς πρωτοδικείου Θεσσαλονίκης καλεί τους προβάλλοντας δικαιώματα επί τής εκτάσεως ήτις τελεί υπό απαλλοτρίωσιν όπως προσέλθωσι προς υποβολήν αποδεικτικών στοιχείων. <box>1197 76 1584 108</box>
currency-row-cell: 5.48 <box>397 640 415 649</box>
bank-row <box>88 812 417 822</box>
stock-row-cell: ΕΤΜΑ <box>431 431 457 440</box>
article-text: Ό δήμαρχος Θεσσαλονίκης ανακοινοί ότι εγκρίθη η τροποποίησις του ρυμοτομικού σχεδίου τής πόλεως εις την περιοχήν Καλαμαριάς. <box>429 783 618 826</box>
article-heading: Η ΑΡΜΟΔΙΟΤΗΣ ΤΩΝ ΓΡΑΦΕΙΩΝ ΕΥΡΕΣΕΩΣ ΕΡΓΑΣΙΑΣ <box>923 462 1116 488</box>
article-text: Ή Διεύθυνσις Τεχνικής Υπηρεσίας του δήμου διακηρύττει την ανάθεσιν εργασιών ηλεκτροφωτισμού. <box>630 365 888 386</box>
exports-article <box>88 1041 616 1291</box>
signoff: ΘΩΜΑΣ ΑΘ. ΤΣΙΑΝΤΑΣ <box>970 266 1069 275</box>
currency-row-cell: 0.420 <box>321 730 345 739</box>
article-heading: ΔΡΟΜΟΛΟΓΗΣΙΣ ΕΚΔΡΟΜΙΚΩΝ ΑΜΑΞΟΣΤΟΙΧΙΩΝ <box>438 599 609 622</box>
currency-row-cell: 7.00 <box>397 630 415 639</box>
law-office-ad: ΜΕΤΑΦΟΡΑ ΔΙΚΗΓΟΡΙΚΟΥ ΓΡΑΦΕΙΟΥ <box>898 545 1141 585</box>
deh-sub: β) Δ.Ε.Η. καί Έπαρχία <box>480 237 568 246</box>
tour-row-cell: 13/9 Βιέννη <box>636 1125 685 1134</box>
stock-row-cell: Χημική Βιομηχανία <box>431 391 510 400</box>
bank-shares-table <box>88 772 417 822</box>
currency-row-cell: 1.030 <box>321 740 345 749</box>
stock-row <box>429 361 618 371</box>
stock-row-cell: 1790 <box>561 391 583 400</box>
currency-row-cell: 0.608 <box>392 650 415 659</box>
stock-row-cell: 1350 <box>561 441 583 450</box>
currency-row-cell: 72.01 <box>392 620 415 629</box>
article-heading: ΧΕΙΡΟΤΟΝΙΑ ΙΕΡΕΩΝ ΜΕ ΜΕΙΩΜΕΝΑ ΤΥΠΙΚΑ ΠΡΟΣΟΝΤΑ <box>437 677 610 700</box>
page-code: ΑΠΩΝΥΜΕΣ/ 1 ΚΕ 70 <box>1047 2274 1129 2283</box>
currency-row-cell: ΛΙΡΕΤ. ΙΤΑΛΙΑΣ <box>90 680 156 689</box>
article-heading: ΠΡΟΜΗΘΕΙΑ ΕΙΔΩΝ ΕΞΟΠΛΙΣΜΟΥ <box>927 152 1112 163</box>
stock-row <box>429 441 618 451</box>
stock-row-cell: 2640 <box>561 461 583 470</box>
tour-row <box>634 1135 774 1145</box>
newspaper-page <box>88 40 1584 2304</box>
currency-row-cell: 71.08 <box>321 620 345 629</box>
tour-row-cell: 5.350 <box>749 1105 772 1114</box>
stock-row-cell: Άλουμινίον <box>431 381 478 390</box>
article-heading: ΑΙ ΑΝΕΓΕΡΘΕΙΣΑΙ ΚΑΤΟΙΚΙΑΙ ΚΑΤΑ ΠΕΡΙΟΧΑΣ <box>915 494 1124 520</box>
currency-row-cell: ΚΟΡ. ΔΑΝΙΑΣ <box>90 690 147 699</box>
subheadline-gold: 277.00 δρχ. ή χρυσή λίρα Άγγλίας <box>106 116 399 136</box>
stock-row <box>429 391 618 401</box>
article-text: ΑΘΗΝΑΙ, 25.— Ή Ιερά Σύνοδος απεφάσισε την χειροτονίαν ιερέων με μειωμένα τυπικά προσόντα διά τας ανάγκας των ενοριών τής υπαίθρου. <box>429 705 618 748</box>
stock-row-cell <box>584 441 618 451</box>
sellers-wanted-ad: ΖΗΤΟΥΝΤΑΙ ΑΝΕΞΑΣΤΕΣΤΑΙ ΠΩΛΗΤΑΙ ΓΙΑ ΤΟ «ΑΡΓΥΡΟΧΟ» <box>898 591 1141 627</box>
foreign-subheading: ΑΓΟΡΑ ΠΩΛΗΣΙΣ <box>219 552 285 561</box>
table-row: Γαλλικά 300.00 <box>90 225 255 234</box>
currency-row-cell: 0.04728 <box>311 680 345 689</box>
crete-tour-ad: ΓΝΩΡΙΖΕΤΕ ΤΙ ΕΙΝΑΙ Ο «ΓΥΡΟΣ ΚΡΗΤΗΣ»; Είναι το καλύτερο 10ήμερο εκδρομικό πρόγραμμα, που μπορεί να κάνει κανείς τον Ιούλιο, τον Αύγουστο ή τον Σεπτέμβριο. ΖΟΥΡΟΥ Βασ. Ήρακλείου 78 — Τηλ. 60-444 καί 27-186 <box>776 1177 1151 1283</box>
currency-row-cell: ΦΙΟΡΙΝ. ΟΛΛΑΝΔΙΑΣ <box>90 670 179 679</box>
currency-row-cell: 1.046 <box>392 740 415 749</box>
currency-row <box>88 690 417 700</box>
article-text: ΑΘΗΝΑΙ, 25.— Ή έπιτροπή συντονισμού οικονομικής πολιτικής ενέκρινε το πρόγραμμα προμηθείας χημικών λιπασμάτων τής Αγροτικής Τραπέζης διά την περίοδον 1970-1971. <box>429 539 618 592</box>
tour-row-cell: 2.600 <box>749 1095 772 1104</box>
currency-row-cell: ΦΡ. ΕΛΒΕΤΙΚΟΝ <box>90 630 159 639</box>
currency-row-cell: 5.78 <box>397 700 415 709</box>
currency-row-cell: 71.08 <box>321 600 345 609</box>
john-deere-logo: JOHN DEERE <box>91 1467 1142 1523</box>
apartments-ad: ΔΙΑΜΕΡΙΣΜΑΤΑ ΣΤΗΝ ΑΓΙΑ ΤΡΙΑΔΑ Διαμερίσματα μιας, δύο καί τριών υπνοδωματίων πωλούνται με ευκολίες πληρωμής. Γ. ΜΑΥΡΟΥΔΗΣ & ΣΙΑ Ολύμπου 94 — Τηλ. 65-725 72-2134 <box>1197 1341 1582 1418</box>
foreign-currency-table <box>88 561 417 750</box>
stock-row <box>429 401 618 411</box>
stock-row-cell: 4390 <box>561 371 583 380</box>
currency-row-cell: ΚΟΡ. ΝΟΡΒΗΓΙΑΣ <box>90 710 165 719</box>
currency-row <box>88 630 417 640</box>
currency-row-cell: ΛΙΡΑ ΑΓΓΛΙΑΣ <box>90 590 150 599</box>
currency-row-cell: ΛΙΡΑ ΑΥΣΤΡΑΛΙΑΣ <box>90 610 167 619</box>
tour-row-cell: 5.500 <box>749 1115 772 1124</box>
